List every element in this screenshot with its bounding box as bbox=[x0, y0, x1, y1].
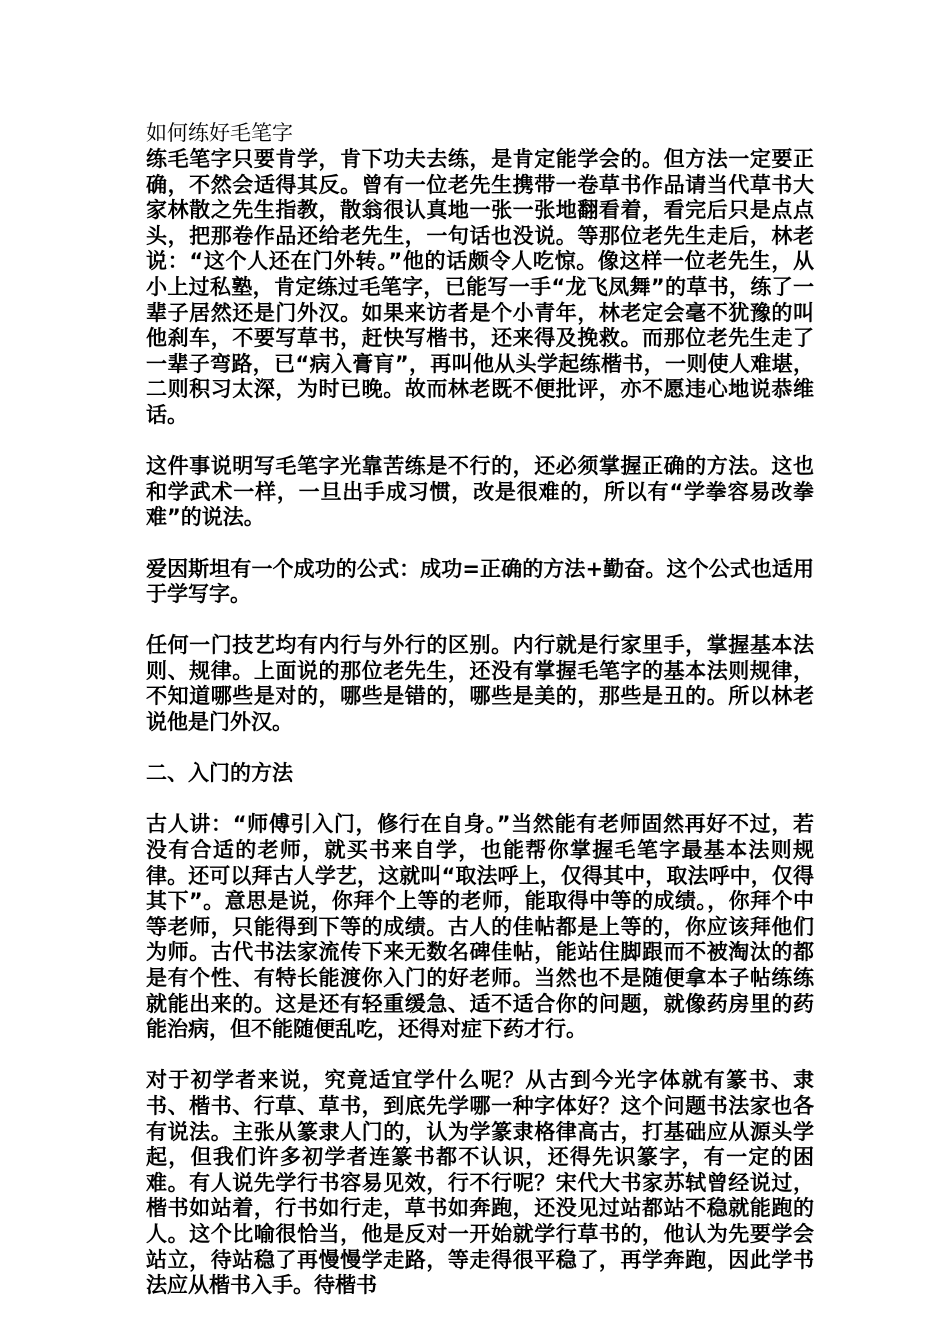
paragraph-gap bbox=[146, 787, 814, 813]
document-page bbox=[146, 120, 814, 1299]
section-heading-entry-method: 二、入门的方法 bbox=[146, 761, 293, 786]
paragraph-gap bbox=[146, 1043, 814, 1069]
paragraph-gap bbox=[146, 608, 814, 634]
paragraph-einstein-formula: 爱因斯坦有一个成功的公式：成功=正确的方法+勤奋。这个公式也适用于学写字。 bbox=[146, 556, 814, 607]
paragraph-lin-sanzhi-story: 练毛笔字只要肯学，肯下功夫去练，是肯定能学会的。但方法一定要正确，不然会适得其反。曾有一位老先生携带一卷草书作品请当代草书大家林散之先生指教，散翁很认真地一张一张地翻看着，看完后只是点点头，把那卷作品还给老先生，一句话也没说。等那位老先生走后，林老说：“这个人还在门外转。”他的话颇令人吃惊。像这样一位老先生，从小上过私塾，肯定练过毛笔字，已能写一手“龙飞凤舞”的草书，练了一辈子居然还是门外汉。如果来访者是个小青年，林老定会毫不犹豫的叫他刹车，不要写草书，赶快写楷书，还来得及挽救。而那位老先生走了一辈子弯路，已“病入膏肓”，再叫他从头学起练楷书，一则使人难堪，二则积习太深，为时已晚。故而林老既不便批评，亦不愿违心地说恭维话。 bbox=[146, 147, 814, 427]
paragraph-gap bbox=[146, 736, 814, 762]
paragraph-which-script-first: 对于初学者来说，究竟适宜学什么呢？从古到今光字体就有篆书、隶书、楷书、行草、草书，到底先学哪一种字体好？这个问题书法家也各有说法。主张从篆隶人门的，认为学篆隶格律高古，打基础应从源头学起，但我们许多初学者连篆书都不认识，还得先识篆字，有一定的困难。有人说先学行书容易见效，行不行呢？宋代大书家苏轼曾经说过，楷书如站着，行书如行走，草书如奔跑，还没见过站都站不稳就能跑的人。这个比喻很恰当，他是反对一开始就学行草书的，他认为先要学会站立，待站稳了再慢慢学走路，等走得很平稳了，再学奔跑，因此学书法应从楷书入手。待楷书 bbox=[146, 1068, 814, 1298]
document-title: 如何练好毛笔字 bbox=[146, 121, 293, 145]
paragraph-learn-from-masters: 古人讲：“师傅引入门，修行在自身。”当然能有老师固然再好不过，若没有合适的老师，就买书来自学，也能帮你掌握毛笔字最基本法则规律。还可以拜古人学艺，这就叫“取法呼上，仅得其中，取法呼中，仅得其下”。意思是说，你拜个上等的老师，能取得中等的成绩。，你拜个中等老师，只能得到下等的成绩。古人的佳帖都是上等的，你应该拜他们为师。古代书法家流传下来无数名碑佳帖，能站住脚跟而不被淘汰的都是有个性、有特长能渡你入门的好老师。当然也不是随便拿本子帖练练就能出来的。这是还有轻重缓急、适不适合你的问题，就像药房里的药能治病，但不能随便乱吃，还得对症下药才行。 bbox=[146, 812, 814, 1042]
paragraph-gap bbox=[146, 531, 814, 557]
paragraph-insider-outsider: 任何一门技艺均有内行与外行的区别。内行就是行家里手，掌握基本法则、规律。上面说的那位老先生，还没有掌握毛笔字的基本法则规律，不知道哪些是对的，哪些是错的，哪些是美的，那些是丑的。所以林老说他是门外汉。 bbox=[146, 633, 814, 735]
paragraph-gap bbox=[146, 429, 814, 455]
paragraph-correct-method: 这件事说明写毛笔字光靠苦练是不行的，还必须掌握正确的方法。这也和学武术一样，一旦出手成习惯，改是很难的，所以有“学拳容易改拳难”的说法。 bbox=[146, 454, 814, 530]
